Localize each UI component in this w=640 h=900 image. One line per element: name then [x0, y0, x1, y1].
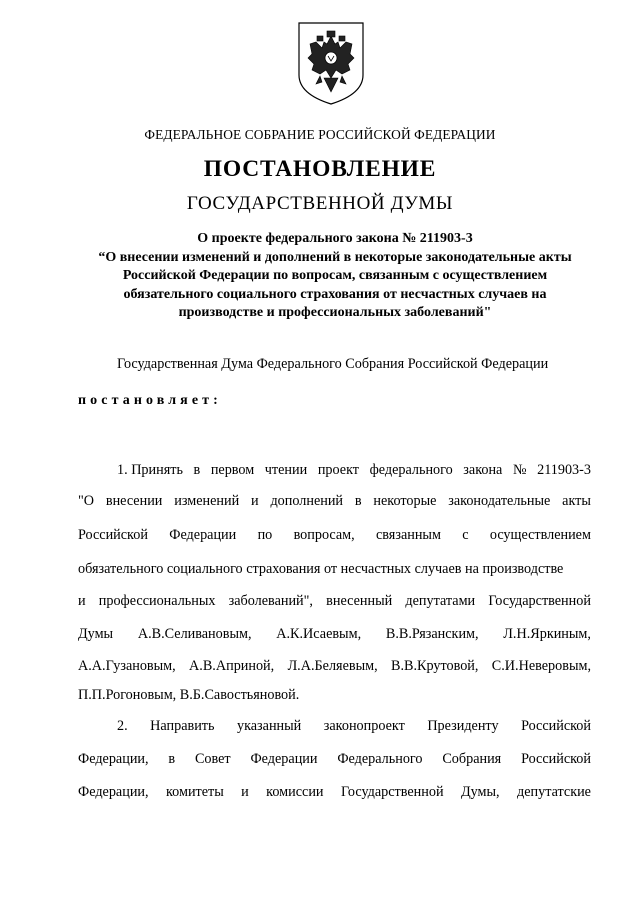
word: закона	[463, 462, 503, 478]
word: дополнений	[270, 493, 344, 509]
word: заболеваний",	[228, 593, 313, 609]
paragraph-line	[117, 717, 591, 735]
paragraph-line	[78, 750, 591, 768]
word: №	[512, 462, 527, 478]
decree-word: постановляет:	[78, 393, 222, 408]
word: Российской	[521, 751, 591, 767]
paragraph-line	[78, 657, 591, 675]
paragraph-line	[78, 783, 591, 801]
organization-header: ФЕДЕРАЛЬНОЕ СОБРАНИЕ РОССИЙСКОЙ ФЕДЕРАЦИИ	[144, 127, 496, 142]
word: с	[462, 527, 469, 543]
word: чтении	[264, 462, 308, 478]
word: Совет	[194, 751, 231, 767]
word: Государственной	[340, 784, 444, 800]
word: С.И.Неверовым,	[491, 658, 591, 674]
preamble: Государственная Дума Федерального Собрания Российской Федерации	[117, 356, 549, 372]
word: изменений	[174, 493, 240, 509]
word: 211903-3	[537, 462, 591, 478]
word: Государственной	[488, 593, 591, 609]
word: Л.Н.Яркиным,	[503, 626, 591, 642]
word: профессиональных	[98, 593, 216, 609]
document-type-title: ПОСТАНОВЛЕНИЕ	[203, 156, 437, 182]
word: Российской	[521, 718, 591, 734]
word: и	[251, 493, 259, 509]
word: В.В.Рязанским,	[385, 626, 479, 642]
word: законодательные	[448, 493, 551, 509]
word: "О	[78, 493, 95, 509]
word: осуществлением	[489, 527, 591, 543]
word: Федерации	[250, 751, 318, 767]
word: депутатские	[517, 784, 591, 800]
word: Л.А.Беляевым,	[287, 658, 378, 674]
word: Думы,	[460, 784, 500, 800]
word: федерального	[369, 462, 453, 478]
state-emblem-icon	[296, 20, 366, 106]
word: 2.	[117, 718, 128, 734]
word: в	[193, 462, 201, 478]
word: Президенту	[427, 718, 499, 734]
word: Российской	[78, 527, 148, 543]
caption-line: производстве и профессиональных заболеваний"	[178, 305, 492, 321]
word: и	[78, 593, 86, 609]
paragraph-line: П.П.Рогоновым, В.Б.Савостьяновой.	[78, 687, 300, 703]
word: некоторые	[373, 493, 437, 509]
word: 1. Принять	[117, 462, 183, 478]
word: внесении	[105, 493, 163, 509]
word: указанный	[236, 718, 302, 734]
caption-line: Российской Федерации по вопросам, связанным с осуществлением	[122, 268, 548, 284]
word: Думы	[78, 626, 114, 642]
word: и	[241, 784, 249, 800]
word: А.В.Априной,	[189, 658, 275, 674]
word: А.В.Селивановым,	[137, 626, 252, 642]
caption-line: О проекте федерального закона № 211903-3	[197, 231, 473, 246]
word: Федерации,	[78, 784, 149, 800]
issuer-subtitle: ГОСУДАРСТВЕННОЙ ДУМЫ	[186, 193, 454, 214]
paragraph-line	[78, 625, 591, 643]
word: по	[257, 527, 273, 543]
word: в	[168, 751, 176, 767]
word: Федерального	[337, 751, 423, 767]
word: первом	[210, 462, 255, 478]
caption-line: “О внесении изменений и дополнений в некоторые законодательные акты	[98, 249, 572, 265]
word: в	[354, 493, 362, 509]
word: законопроект	[323, 718, 405, 734]
word: Федерации,	[78, 751, 149, 767]
word: Федерации	[169, 527, 237, 543]
word: Собрания	[442, 751, 502, 767]
word: акты	[562, 493, 591, 509]
word: проект	[317, 462, 359, 478]
word: внесенный	[326, 593, 393, 609]
paragraph-line	[78, 492, 591, 510]
word: вопросам,	[293, 527, 355, 543]
word: комитеты	[165, 784, 224, 800]
word: комиссии	[266, 784, 324, 800]
paragraph-line	[78, 592, 591, 610]
caption-line: обязательного социального страхования от несчастных случаев на	[123, 286, 547, 302]
paragraph-line: обязательного социального страхования от несчастных случаев на производстве	[78, 561, 564, 577]
word: депутатами	[405, 593, 476, 609]
word: А.К.Исаевым,	[276, 626, 362, 642]
word: А.А.Гузановым,	[78, 658, 176, 674]
word: связанным	[376, 527, 441, 543]
word: Направить	[150, 718, 215, 734]
document-caption	[70, 230, 600, 323]
word: В.В.Крутовой,	[391, 658, 479, 674]
paragraph-line	[117, 461, 591, 479]
paragraph-line	[78, 526, 591, 544]
